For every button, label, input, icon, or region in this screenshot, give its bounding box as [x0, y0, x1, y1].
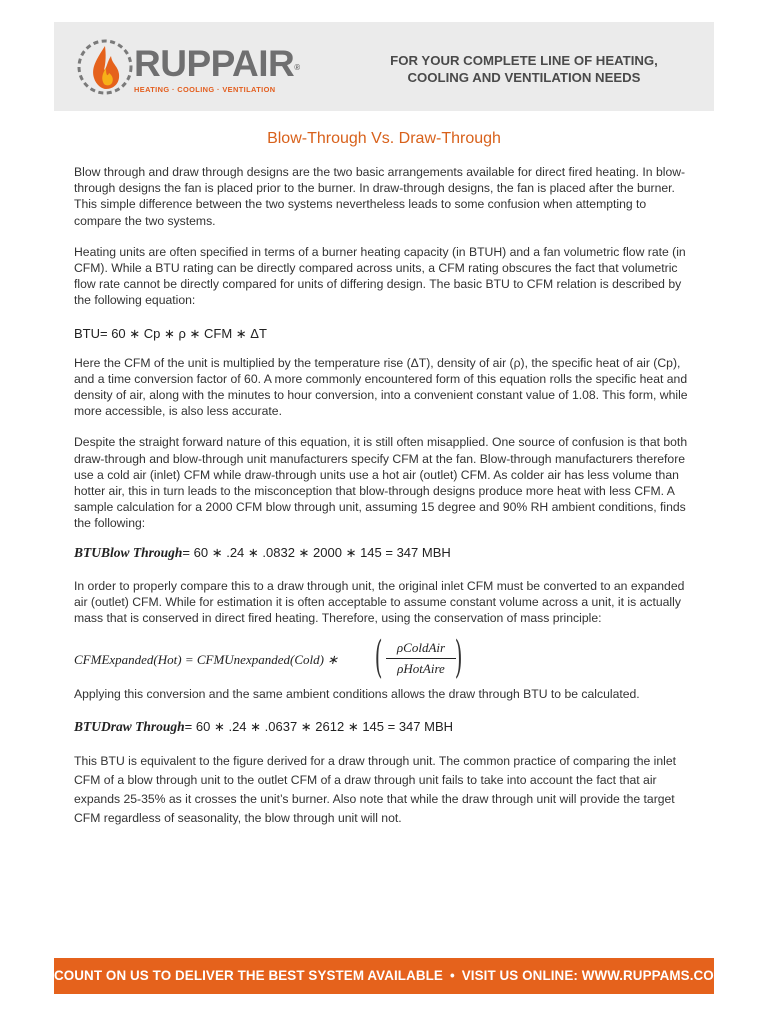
draw-through-label: BTUDraw Through: [74, 719, 185, 735]
paragraph-ratings: Heating units are often specified in terms of a burner heating capacity (in BTUH) and a fan volumetric flow rate (in CFM). While a BTU rating can be directly compared across units, a CFM rating obscures the fact that volumetric flow rate cannot be directly compared for units of differing design. The basic BTU to CFM relation is described by the following equation:: [74, 244, 686, 308]
draw-through-rhs: = 60 ∗ .24 ∗ .0637 ∗ 2612 ∗ 145 = 347 MBH: [184, 719, 454, 735]
flame-icon: [76, 38, 134, 96]
paragraph-conversion: In order to properly compare this to a draw through unit, the original inlet CFM must be converted to an expanded air (outlet) CFM. While for estimation it is often acceptable to assume constant volume across a unit, it is actually mass that is conserved in direct fired heating. Therefore, using the conservation of mass principle:: [74, 578, 685, 626]
mass-equation-lhs: CFMExpanded(Hot) = CFMUnexpanded(Cold) ∗: [74, 652, 339, 668]
paragraph-apply: Applying this conversion and the same ambient conditions allows the draw through BTU to be calculated.: [74, 687, 640, 702]
equation-basic: BTU= 60 ∗ Cp ∗ ρ ∗ CFM ∗ ΔT: [74, 325, 267, 341]
ruppair-logo[interactable]: [76, 38, 316, 98]
paragraph-explanation: Here the CFM of the unit is multiplied by the temperature rise (ΔT), density of air (ρ), the specific heat of air (Cp), and a time conversion factor of 60. A more commonly encountered form of this equation rolls the specific heat and density of air, along with the minutes to hour conversion, into a convenient constant value of 1.08. This form, while more accessible, is also less accurate.: [74, 355, 688, 419]
article-body: [74, 164, 690, 828]
footer-website-link[interactable]: VISIT US ONLINE: WWW.RUPPAMS.COM: [461, 968, 726, 983]
paragraph-conclusion: This BTU is equivalent to the figure derived for a draw through unit. The common practice of comparing the inlet CFM of a blow through unit to the outlet CFM of a draw through unit fails to take into account the fact that air expands 25-35% as it crosses the unit’s burner. Also note that while the draw through unit will provide the target CFM regardless of seasonality, the blow through unit will not.: [74, 754, 677, 826]
equation-mass-conservation: [74, 632, 690, 686]
equation-blow-through: [74, 544, 690, 562]
page-title: Blow-Through Vs. Draw-Through: [267, 130, 501, 147]
header-banner: [54, 22, 714, 111]
header-tagline: [374, 52, 674, 86]
brand-subtitle: HEATING · COOLING · VENTILATION: [134, 85, 276, 94]
blow-through-rhs: = 60 ∗ .24 ∗ .0832 ∗ 2000 ∗ 145 = 347 MBH: [182, 544, 451, 560]
tagline-line-1: FOR YOUR COMPLETE LINE OF HEATING,: [390, 53, 658, 68]
fraction-denominator: ρHotAire: [397, 661, 445, 677]
footer-separator: •: [449, 968, 455, 983]
footer-slogan: COUNT ON US TO DELIVER THE BEST SYSTEM AVAILABLE: [54, 968, 443, 983]
left-paren: (: [374, 632, 383, 684]
right-paren: ): [454, 632, 463, 684]
brand-name: RUPPAIR®: [134, 43, 300, 84]
footer-banner: [54, 958, 726, 994]
fraction-numerator: ρColdAir: [386, 640, 456, 659]
paragraph-misapplied: Despite the straight forward nature of this equation, it is still often misapplied. One source of confusion is that both draw-through and blow-through unit manufacturers specify CFM at the fan. Blow-through manufacturers therefore use a cold air (inlet) CFM while draw-through units use a hot air (outlet) CFM. As colder air has less volume than hotter air, this in turn leads to the misconception that blow-through designs produce more heat with less CFM. A sample calculation for a 2000 CFM blow through unit, assuming 15 degree and 90% RH ambient conditions, finds the following:: [74, 435, 688, 531]
equation-draw-through: [74, 718, 690, 736]
paragraph-intro: Blow through and draw through designs are the two basic arrangements available for direct fired heating. In blow-through designs the fan is placed prior to the burner. In draw-through designs, the fan is placed after the burner. This simple difference between the two systems nevertheless leads to some confusion when attempting to compare the two systems.: [74, 165, 686, 228]
tagline-line-2: COOLING AND VENTILATION NEEDS: [407, 70, 641, 85]
blow-through-label: BTUBlow Through: [74, 544, 183, 560]
density-fraction: [386, 640, 456, 677]
